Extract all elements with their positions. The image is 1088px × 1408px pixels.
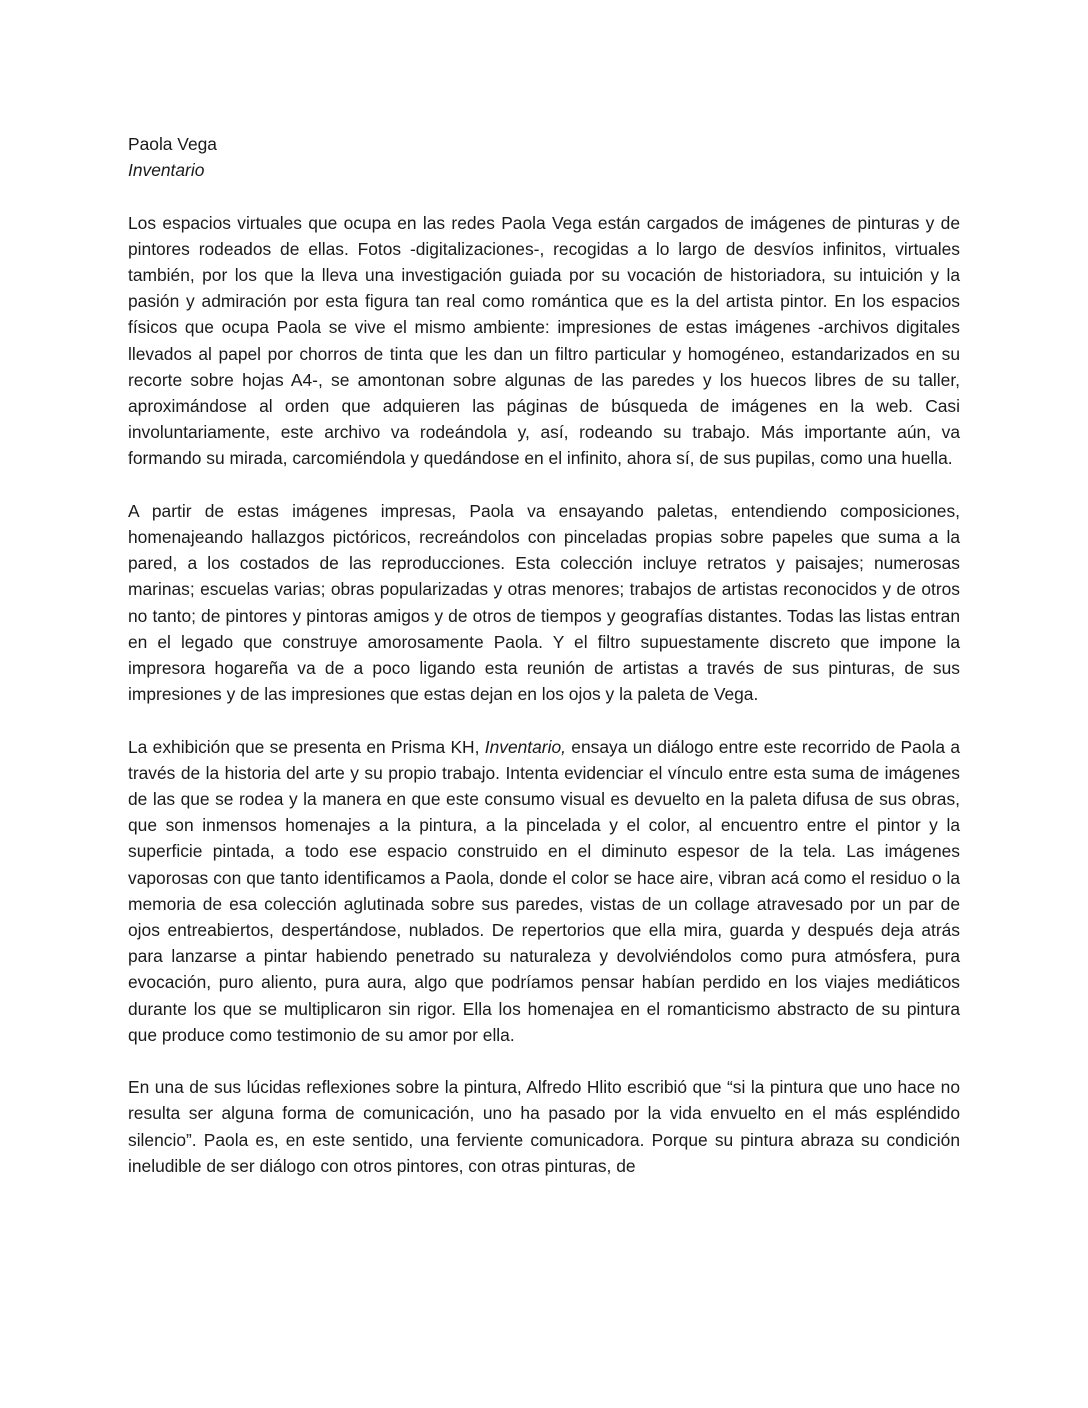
paragraph-2: A partir de estas imágenes impresas, Paola va ensayando paletas, entendiendo composiciones, homenajeando hallazgos pictóricos, recreándolos con pinceladas propias sobre papeles que suma a la pared, a los costados de las reproducciones. Esta colección incluye retratos y paisajes; numerosas marinas; escuelas varias; obras popularizadas y otras menores; trabajos de artistas reconocidos y de otros no tanto; de pintores y pintoras amigos y de otros de tiempos y geografías distantes. Todas las listas entran en el legado que construye amorosamente Paola. Y el filtro supuestamente discreto que impone la impresora hogareña va de a poco ligando esta reunión de artistas a través de sus pinturas, de sus impresiones y de las impresiones que estas dejan en los ojos y la paleta de Vega. — [128, 500, 960, 705]
document-title: Inventario — [128, 160, 205, 181]
paragraph-3-body: ensaya un diálogo entre este recorrido de Paola a través de la historia del arte y su propio trabajo. Intenta evidenciar el vínculo entre esta suma de imágenes de las que se rodea y la manera en que este consumo visual es devuelto en la paleta difusa de sus obras, que son inmensos homenajes a la pintura, a la pincelada y el color, al encuentro entre el pintor y la superficie pintada, a todo ese espacio construido en el diminuto espesor de la tela. Las imágenes vaporosas con que tanto identificamos a Paola, donde el color se hace aire, vibran acá como el residuo o la memoria de esa colección aglutinada sobre sus paredes, vistas de un collage atravesado por un par de ojos entreabiertos, despertándose, nublados. De repertorios que ella mira, guarda y después deja atrás para lanzarse a pintar habiendo penetrado su naturaleza y devolviéndolos como pura atmósfera, pura evocación, puro aliento, pura aura, algo que podríamos pensar habían perdido en los viajes mediáticos durante los que se multiplicaron sin rigor. Ella los homenajea en el romanticismo abstracto de su pintura que produce como testimonio de su amor por ella. — [128, 736, 961, 1045]
document-page — [128, 131, 960, 1205]
paragraph-3 — [128, 734, 960, 1048]
paragraph-1: Los espacios virtuales que ocupa en las redes Paola Vega están cargados de imágenes de pinturas y de pintores rodeados de ellas. Fotos -digitalizaciones-, recogidas a lo largo de desvíos infinitos, virtuales también, por los que la lleva una investigación guiada por su vocación de historiadora, su intuición y la pasión y admiración por esta figura tan real como romántica que es la del artista pintor. En los espacios físicos que ocupa Paola se vive el mismo ambiente: impresiones de estas imágenes -archivos digitales llevados al papel por chorros de tinta que les dan un filtro particular y homogéneo, estandarizados en su recorte sobre hojas A4-, se amontonan sobre algunas de las paredes y los huecos libres de su taller, aproximándose al orden que adquieren las páginas de búsqueda de imágenes en la web. Casi involuntariamente, este archivo va rodeándola y, así, rodeando su trabajo. Más importante aún, va formando su mirada, carcomiéndola y quedándose en el infinito, ahora sí, de sus pupilas, como una huella. — [128, 212, 960, 469]
exhibition-title: Inventario, — [484, 736, 566, 757]
author-name: Paola Vega — [128, 134, 217, 154]
paragraph-4: En una de sus lúcidas reflexiones sobre la pintura, Alfredo Hlito escribió que “si la pintura que uno hace no resulta ser alguna forma de comunicación, uno ha pasado por la vida envuelto en el más espléndido silencio”. Paola es, en este sentido, una ferviente comunicadora. Porque su pintura abraza su condición ineludible de ser diálogo con otros pintores, con otras pinturas, de — [128, 1077, 960, 1176]
paragraph-3-lead: La exhibición que se presenta en Prisma KH, — [128, 736, 485, 757]
